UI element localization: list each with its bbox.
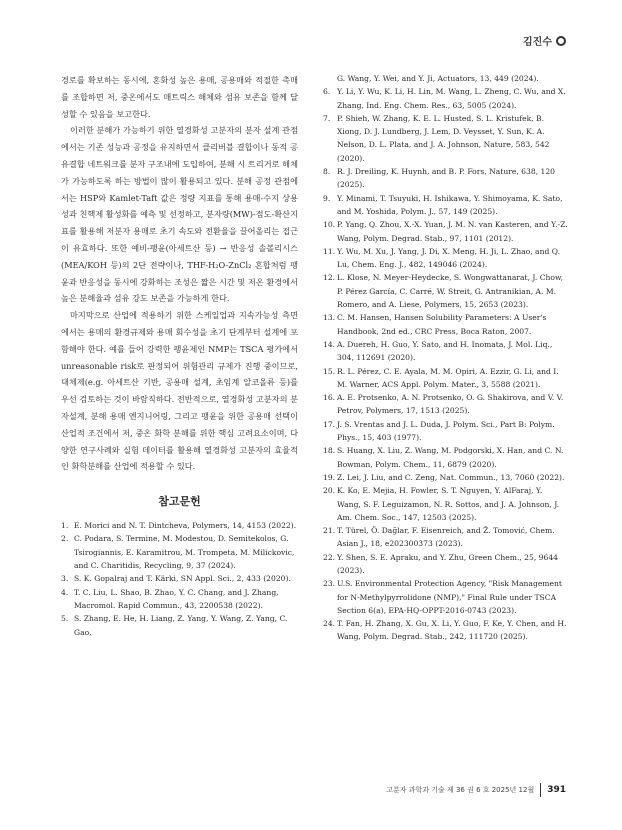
running-header xyxy=(523,33,566,48)
header-author: 김진수 xyxy=(523,37,552,48)
reference-item: 7. P. Shieh, W. Zhang, K. E. L. Husted, S. L. Kristufek, B. Xiong, D. J. Lundberg, J. Lem, D. Veysset, Y. Sun, K. A. Nelson, D. L. Plata, and J. A. Johnson, Nature, 583, 542 (2020). xyxy=(323,113,550,163)
reference-item: 3. S. K. Gopalraj and T. Kärki, SN Appl. Sci., 2, 433 (2020). xyxy=(61,574,291,584)
reference-item: 22. Y. Shen, S. E. Apraku, and Y. Zhu, Green Chem., 25, 9644 (2023). xyxy=(323,552,558,575)
reference-item: 19. Z. Lei, J. Liu, and C. Zeng, Nat. Commun., 13, 7060 (2022). xyxy=(323,472,565,482)
reference-item: 1. E. Morici and N. T. Dintcheva, Polymers, 14, 4153 (2022). xyxy=(61,521,297,531)
reference-item: 2. C. Podara, S. Termine, M. Modestou, D. Semitekolos, G. Tsirogiannis, E. Karamitrou, M. Trompeta, M. Milickovic, and C. Charitidis, Recycling, 9, 37 (2024). xyxy=(61,534,295,571)
reference-item: G. Wang, Y. Wei, and Y. Ji, Actuators, 13, 449 (2024). xyxy=(337,74,539,83)
journal-info: 고분자 과학과 기술 제 36 권 6 호 2025년 12월 xyxy=(386,786,535,794)
reference-item: 21. T. Türel, Ö. Dağlar, F. Eisenreich, and Ž. Tomović, Chem. Asian J., 18, e202300373 (2023). xyxy=(323,526,555,549)
reference-item: 10. P. Yang, Q. Zhou, X.-X. Yuan, J. M. N. van Kasteren, and Y.-Z. Wang, Polym. Degrad. Stab., 97, 1101 (2012). xyxy=(323,220,568,243)
reference-item: 23. U.S. Environmental Protection Agency, "Risk Management for N-Methylpyrrolidone (NMP)," Final Rule under TSCA Section 6(a), EPA-HQ-OPPT-2016-0743 (2023). xyxy=(323,579,562,615)
references-title: 참고문헌 xyxy=(158,495,201,509)
reference-item: 12. L. Klose, N. Meyer-Heydecke, S. Wongwattanarat, J. Chow, P. Pérez García, C. Carré, W. Streit, G. Antranikian, A. M. Romero, and A. Liese, Polymers, 15, 2653 (2023). xyxy=(323,273,563,310)
page-number: 391 xyxy=(547,785,566,795)
body-paragraph-2: 이러한 분해가 가능하기 위한 열경화성 고분자의 분자 설계 관점에서는 기존 성능과 공정을 유지하면서 클리버블 결합이나 동적 공유결합 네트워크를 분자 구조내에 도입하여, 분해 시 트리거로 해체가 가능하도록 하는 방법이 많이 활용되고 있다. 분해 공정 관점에서는 HSP와 Kamlet-Taft 값은 정량 지표를 통해 용매-수지 상용성과 친핵제 활성화를 예측 및 선정하고, 분자량(MW)-점도-확산지표를 활용해 저분자 용매로 초기 속도와 전환율을 끌어올리는 접근이 유효하다. 또한 예비-팽윤(아세트산 등) → 반응성 솔볼리시스(MEA/KOH 등)의 2단 전략이나, THF-H₂O-ZnCl₂ 혼합처럼 팽윤과 반응성을 동시에 강화하는 조성은 짧은 시간 및 저온 환경에서 높은 분해율과 섬유 강도 보존을 가능하게 한다. xyxy=(61,125,298,304)
reference-item: 4. T. C. Liu, L. Shao, B. Zhao, Y. C. Chang, and J. Zhang, Macromol. Rapid Commun., 43, 2200538 (2022). xyxy=(61,587,279,610)
circle-bullet-icon xyxy=(556,36,566,46)
reference-item: 20. K. Ko, E. Mejia, H. Fowler, S. T. Nguyen, Y. AlFaraj, Y. Wang, S. F. Leguizamon, N. R. Sottos, and J. A. Johnson, J. Am. Chem. Soc., 147, 12503 (2025). xyxy=(323,486,560,522)
body-paragraph-1: 경로를 확보하는 동시에, 혼화성 높은 용매, 공용매와 적절한 촉매를 조합하면 저, 중온에서도 매트릭스 해체와 섬유 보존을 함께 달성할 수 있음을 보고한다. xyxy=(61,75,298,119)
reference-item: 11. Y. Wu, M. Xu, J. Yang, J. Di, X. Meng, H. Ji, L. Zhao, and Q. Lu, Chem. Eng. J., 482, 149046 (2024). xyxy=(323,246,560,270)
reference-item: 9. Y. Minami, T. Tsuyuki, H. Ishikawa, Y. Shimoyama, K. Sato, and M. Yoshida, Polym. J., 57, 149 (2025). xyxy=(323,193,563,216)
left-column xyxy=(61,72,298,639)
footer-divider xyxy=(540,783,541,797)
reference-item: 8. R. J. Dreiling, K. Huynh, and B. P. Fors, Nature, 638, 120 (2025). xyxy=(323,167,555,190)
reference-item: 5. S. Zhang, E. He, H. Liang, Z. Yang, Y. Wang, Z. Yang, C. Gao, xyxy=(61,614,288,637)
reference-list-right xyxy=(323,72,568,644)
reference-list-left xyxy=(61,519,298,639)
running-footer xyxy=(386,783,566,797)
reference-item: 13. C. M. Hansen, Hansen Solubility Parameters: A User's Handbook, 2nd ed., CRC Press, Boca Raton, 2007. xyxy=(323,313,547,336)
reference-item: 18. S. Huang, X. Liu, Z. Wang, M. Podgorski, X. Han, and C. N. Bowman, Polym. Chem., 11, 6879 (2020). xyxy=(323,446,564,469)
reference-item: 24. T. Fan, H. Zhang, X. Gu, X. Li, Y. Guo, F. Ke, Y. Chen, and H. Wang, Polym. Degrad. Stab., 242, 111720 (2025). xyxy=(323,619,567,642)
reference-item: 16. A. E. Protsenko, A. N. Protsenko, O. G. Shakirova, and V. V. Petrov, Polymers, 17, 1513 (2025). xyxy=(323,393,564,416)
reference-item: 15. R. L. Pérez, C. E. Ayala, M. M. Opiri, A. Ezzir, G. Li, and I. M. Warner, ACS Appl. Polym. Mater., 3, 5588 (2021). xyxy=(323,366,559,389)
reference-item: 6. Y. Li, Y. Wu, K. Li, H. Lin, M. Wang, L. Zheng, C. Wu, and X. Zhang, Ind. Eng. Chem. Res., 63, 5005 (2024). xyxy=(323,87,566,110)
reference-item: 17. J. S. Vrentas and J. L. Duda, J. Polym. Sci., Part B: Polym. Phys., 15, 403 (1977). xyxy=(323,419,555,443)
reference-item: 14. A. Duereh, H. Guo, Y. Sato, and H. Inomata, J. Mol. Liq., 304, 112691 (2020). xyxy=(323,339,553,363)
right-column xyxy=(323,72,568,644)
body-paragraph-3: 마지막으로 산업에 적용하기 위한 스케일업과 지속가능성 측면에서는 용매의 환경규제와 용매 회수성을 초기 단계부터 설계에 포함해야 한다. 예를 들어 강력한 팽윤제인 NMP는 TSCA 평가에서 unreasonable risk로 판정되어 위험관리 규제가 진행 중이므로, 대체제(e.g. 아세트산 기반, 공용매 설계, 초임계 알코올류 등)를 우선 검토하는 것이 바람직하다. 전반적으로, 열경화성 고분자의 분자설계, 분해 용매 엔지니어링, 그리고 팽윤을 위한 공용매 선택이 산업적 조건에서 저, 중온 화학 분해를 위한 핵심 고려요소이며, 다양한 연구사례와 실험 데이터를 활용해 열경화성 고분자의 효율적인 화학분해를 산업에 적용할 수 있다. xyxy=(61,310,298,472)
